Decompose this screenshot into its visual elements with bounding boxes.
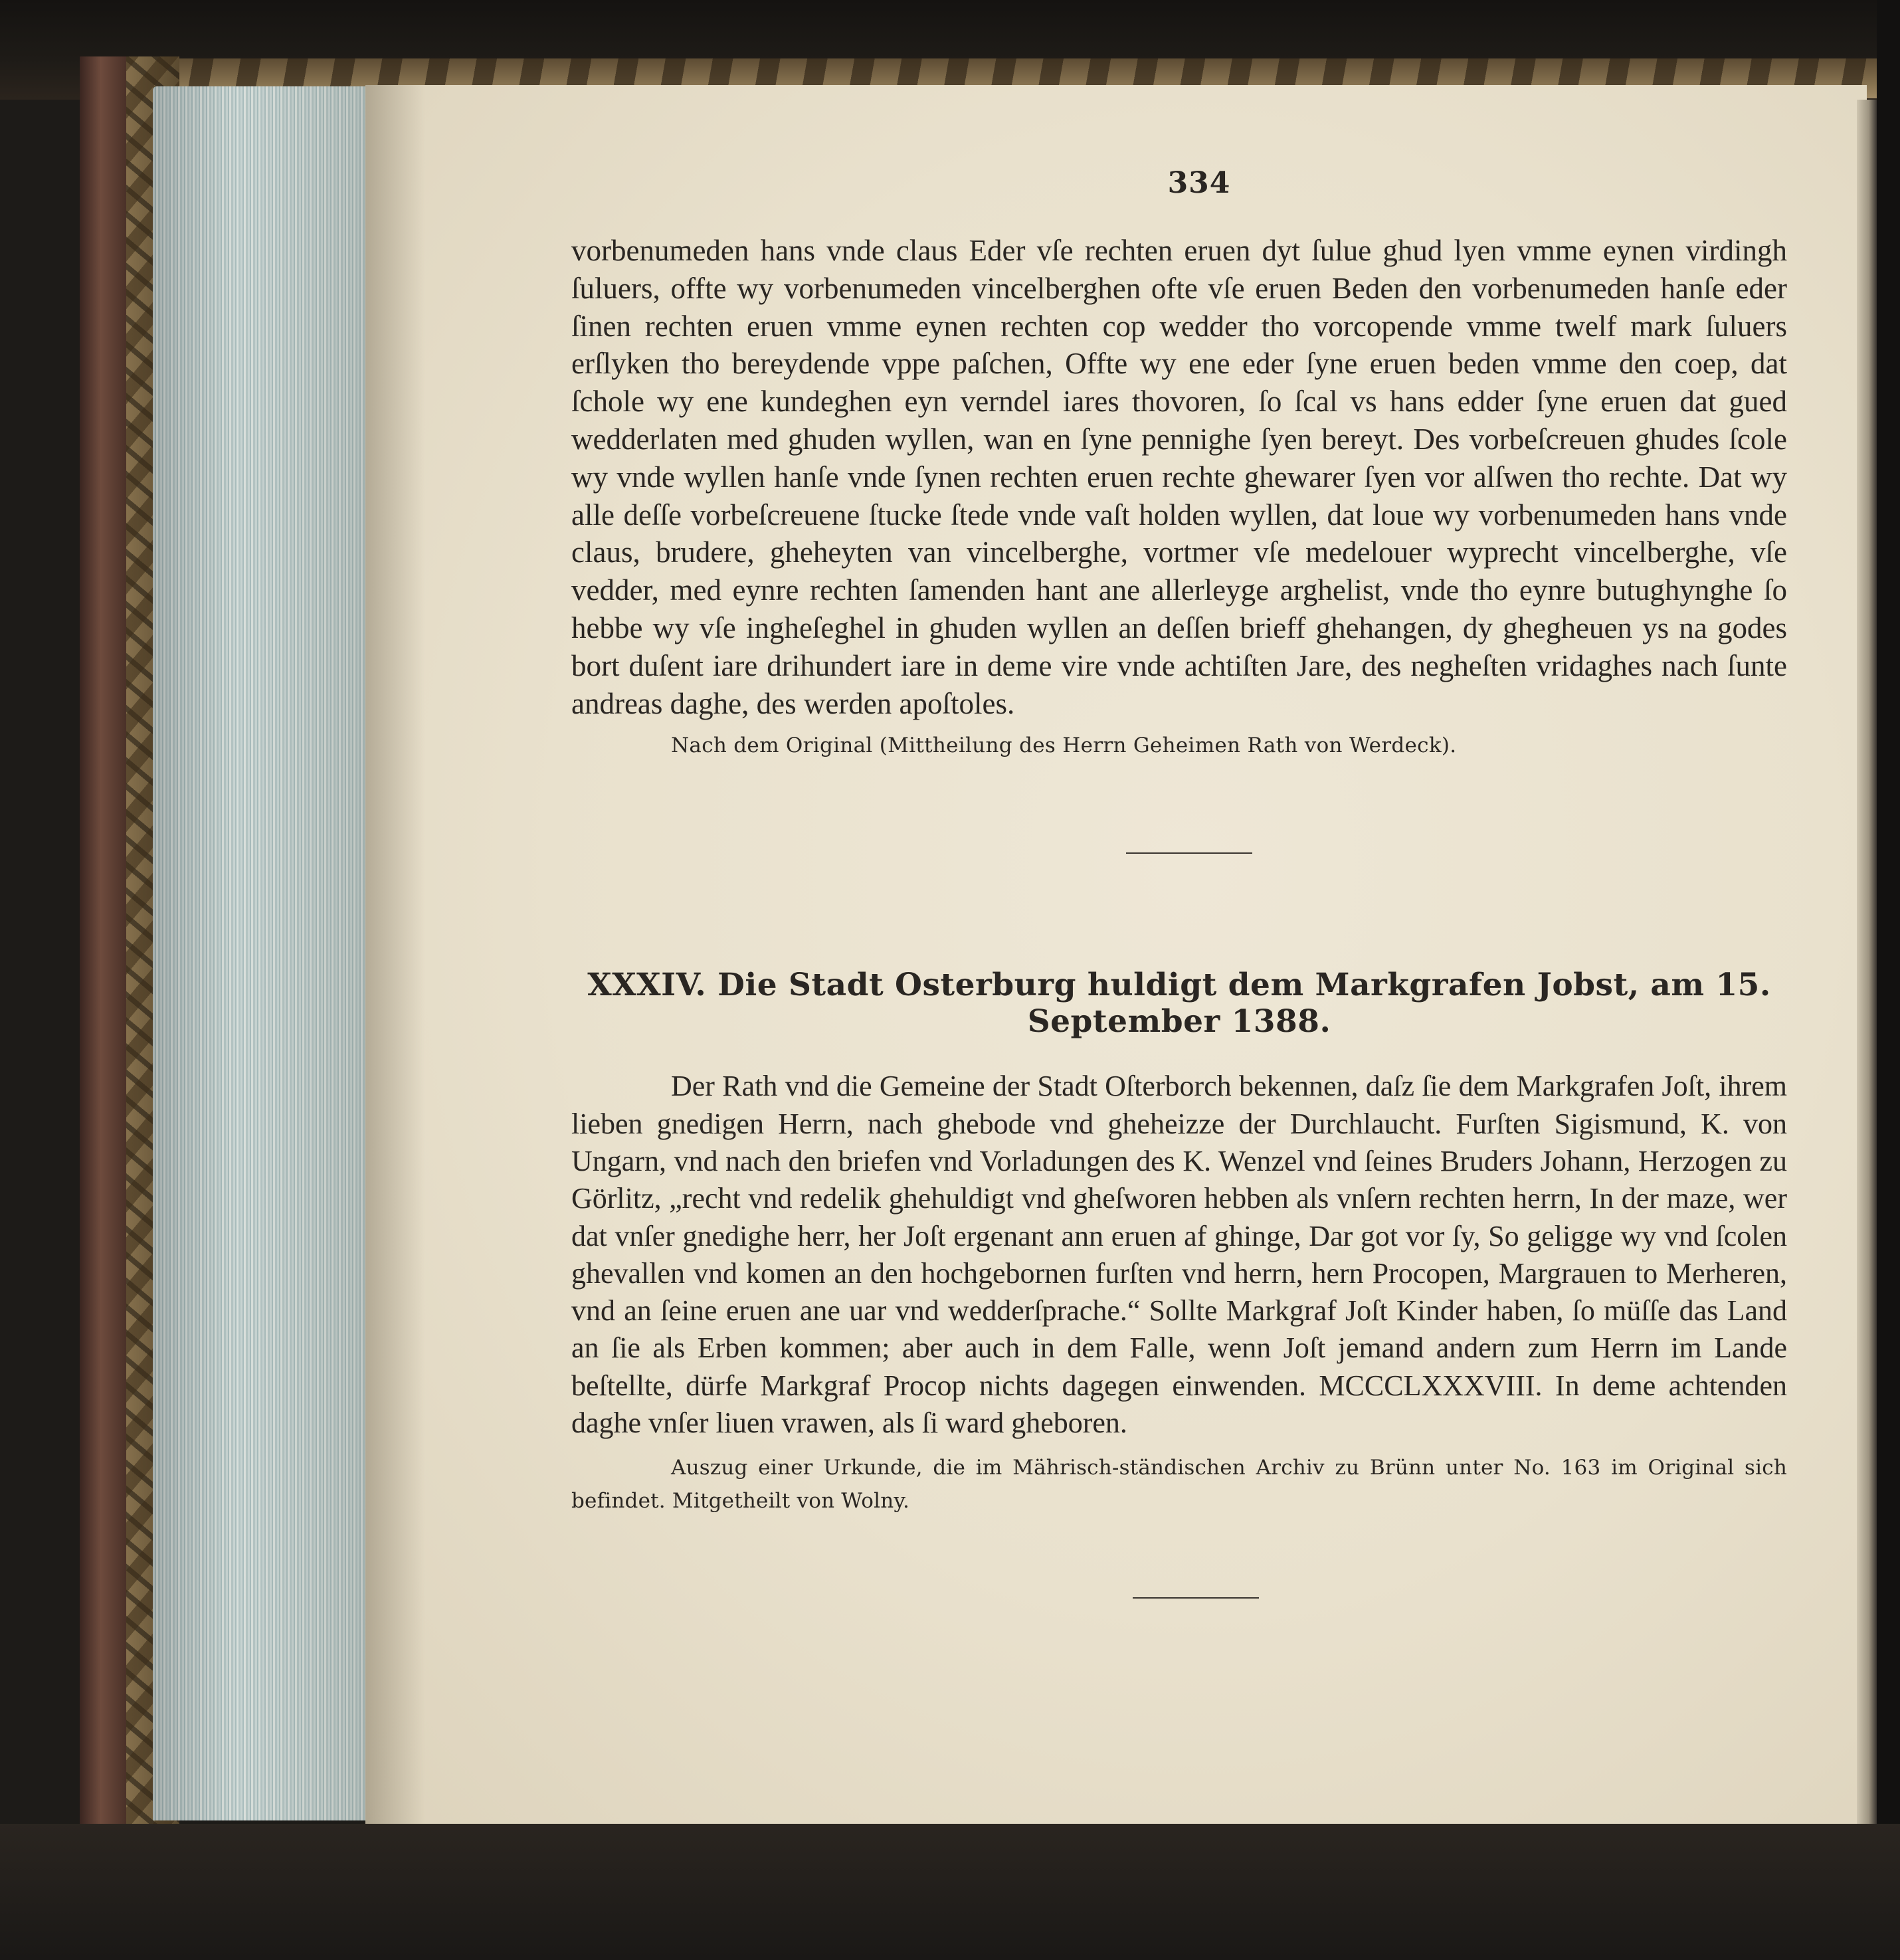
prior-document-text: vorbenumeden hans vnde claus Eder vſe rechten eruen dyt ſulue ghud lyen vmme eynen virdingh ſuluers, offte wy vorbenumeden vincelberghen ofte vſe eruen Beden den vorbenumeden hanſe eder ſinen rechten eruen vmme eynen rechten cop wedder tho vorcopende vmme twelf mark ſuluers erſlyken tho bereydende vppe paſchen, Offte wy ene eder ſyne eruen beden vmme den coep, dat ſchole wy ene kundeghen eyn verndel iares thovoren, ſo ſcal vs hans edder ſyne eruen dat gued wedderlaten med ghuden wyllen, wan en ſyne pennighe ſyen bereyt. Des vorbeſcreuen ghudes ſcole wy vnde wyllen hanſe vnde ſynen rechten eruen rechte ghewarer ſyen vor alſwen tho rechte. Dat wy alle deſſe vorbeſcreuene ſtucke ſtede vnde vaſt holden wyllen, dat loue wy vorbenumeden hans vnde claus, brudere, gheheyten van vincelberghe, vortmer vſe medelouer wyprecht vincelberghe, vſe vedder, med eynre rechten ſamenden hant ane allerleyge arghelist, vnde tho eynre butughynghe ſo hebbe wy vſe ingheſeghel in ghuden wyllen an deſſen brieff ghehangen, dy ghegheuen ys na godes bort duſent iare drihundert iare in deme vire vnde achtiſten Jare, des negheſten vridaghes nach ſunte andreas daghe, des werden apoſtoles. <box>571 234 1787 720</box>
page-number: 334 <box>1167 166 1231 200</box>
prior-document-source: Nach dem Original (Mittheilung des Herrn Geheimen Rath von Werdeck). <box>671 734 1457 758</box>
end-divider <box>1133 1597 1259 1599</box>
book-spine <box>80 56 126 1844</box>
section-divider <box>1126 852 1252 854</box>
page-block-shade <box>153 86 365 1820</box>
section-text: Der Rath vnd die Gemeine der Stadt Oſterborch bekennen, daſz ſie dem Markgrafen Joſt, ihrem lieben gnedigen Herrn, nach ghebode vnd gheheizze der Durchlaucht. Furſten Sigismund, K. von Ungarn, vnd nach den briefen vnd Vorladungen des K. Wenzel vnd ſeines Bruders Johann, Herzogen zu Görlitz, „recht vnd redelik ghehuldigt vnd gheſworen hebben als vnſern rechten herrn, In der maze, wer dat vnſer gnedighe herr, her Joſt ergenant ann eruen af ghinge, Dar got vor ſy, So geligge wy vnd ſcolen ghevallen vnd komen an den hochgebornen furſten vnd herrn, hern Procopen, Margrauen to Merheren, vnd an ſeine eruen ane uar vnd wedderſprache.“ Sollte Markgraf Joſt Kinder haben, ſo müſſe das Land an ſie als Erben kommen; aber auch in dem Falle, wenn Joſt jemand andern zum Herrn im Lande beſtellte, dürfe Markgraf Procop nichts dagegen einwenden. MCCCLXXXVIII. In deme achtenden daghe vnſer liuen vrawen, als ſi ward gheboren. <box>571 1070 1787 1440</box>
printed-text-area <box>571 166 1787 1599</box>
section-source: Auszug einer Urkunde, die im Mährisch-ständischen Archiv zu Brünn unter No. 163 im Original sich befindet. Mitgetheilt von Wolny. <box>571 1456 1787 1514</box>
background-right <box>1877 0 1900 1960</box>
section-title: XXXIV. Die Stadt Osterburg huldigt dem Markgrafen Jobst, am 15. September 1388. <box>587 967 1771 1040</box>
background-bottom <box>0 1824 1900 1960</box>
gutter-shadow <box>365 85 425 1826</box>
page-right-edge <box>1857 100 1877 1827</box>
